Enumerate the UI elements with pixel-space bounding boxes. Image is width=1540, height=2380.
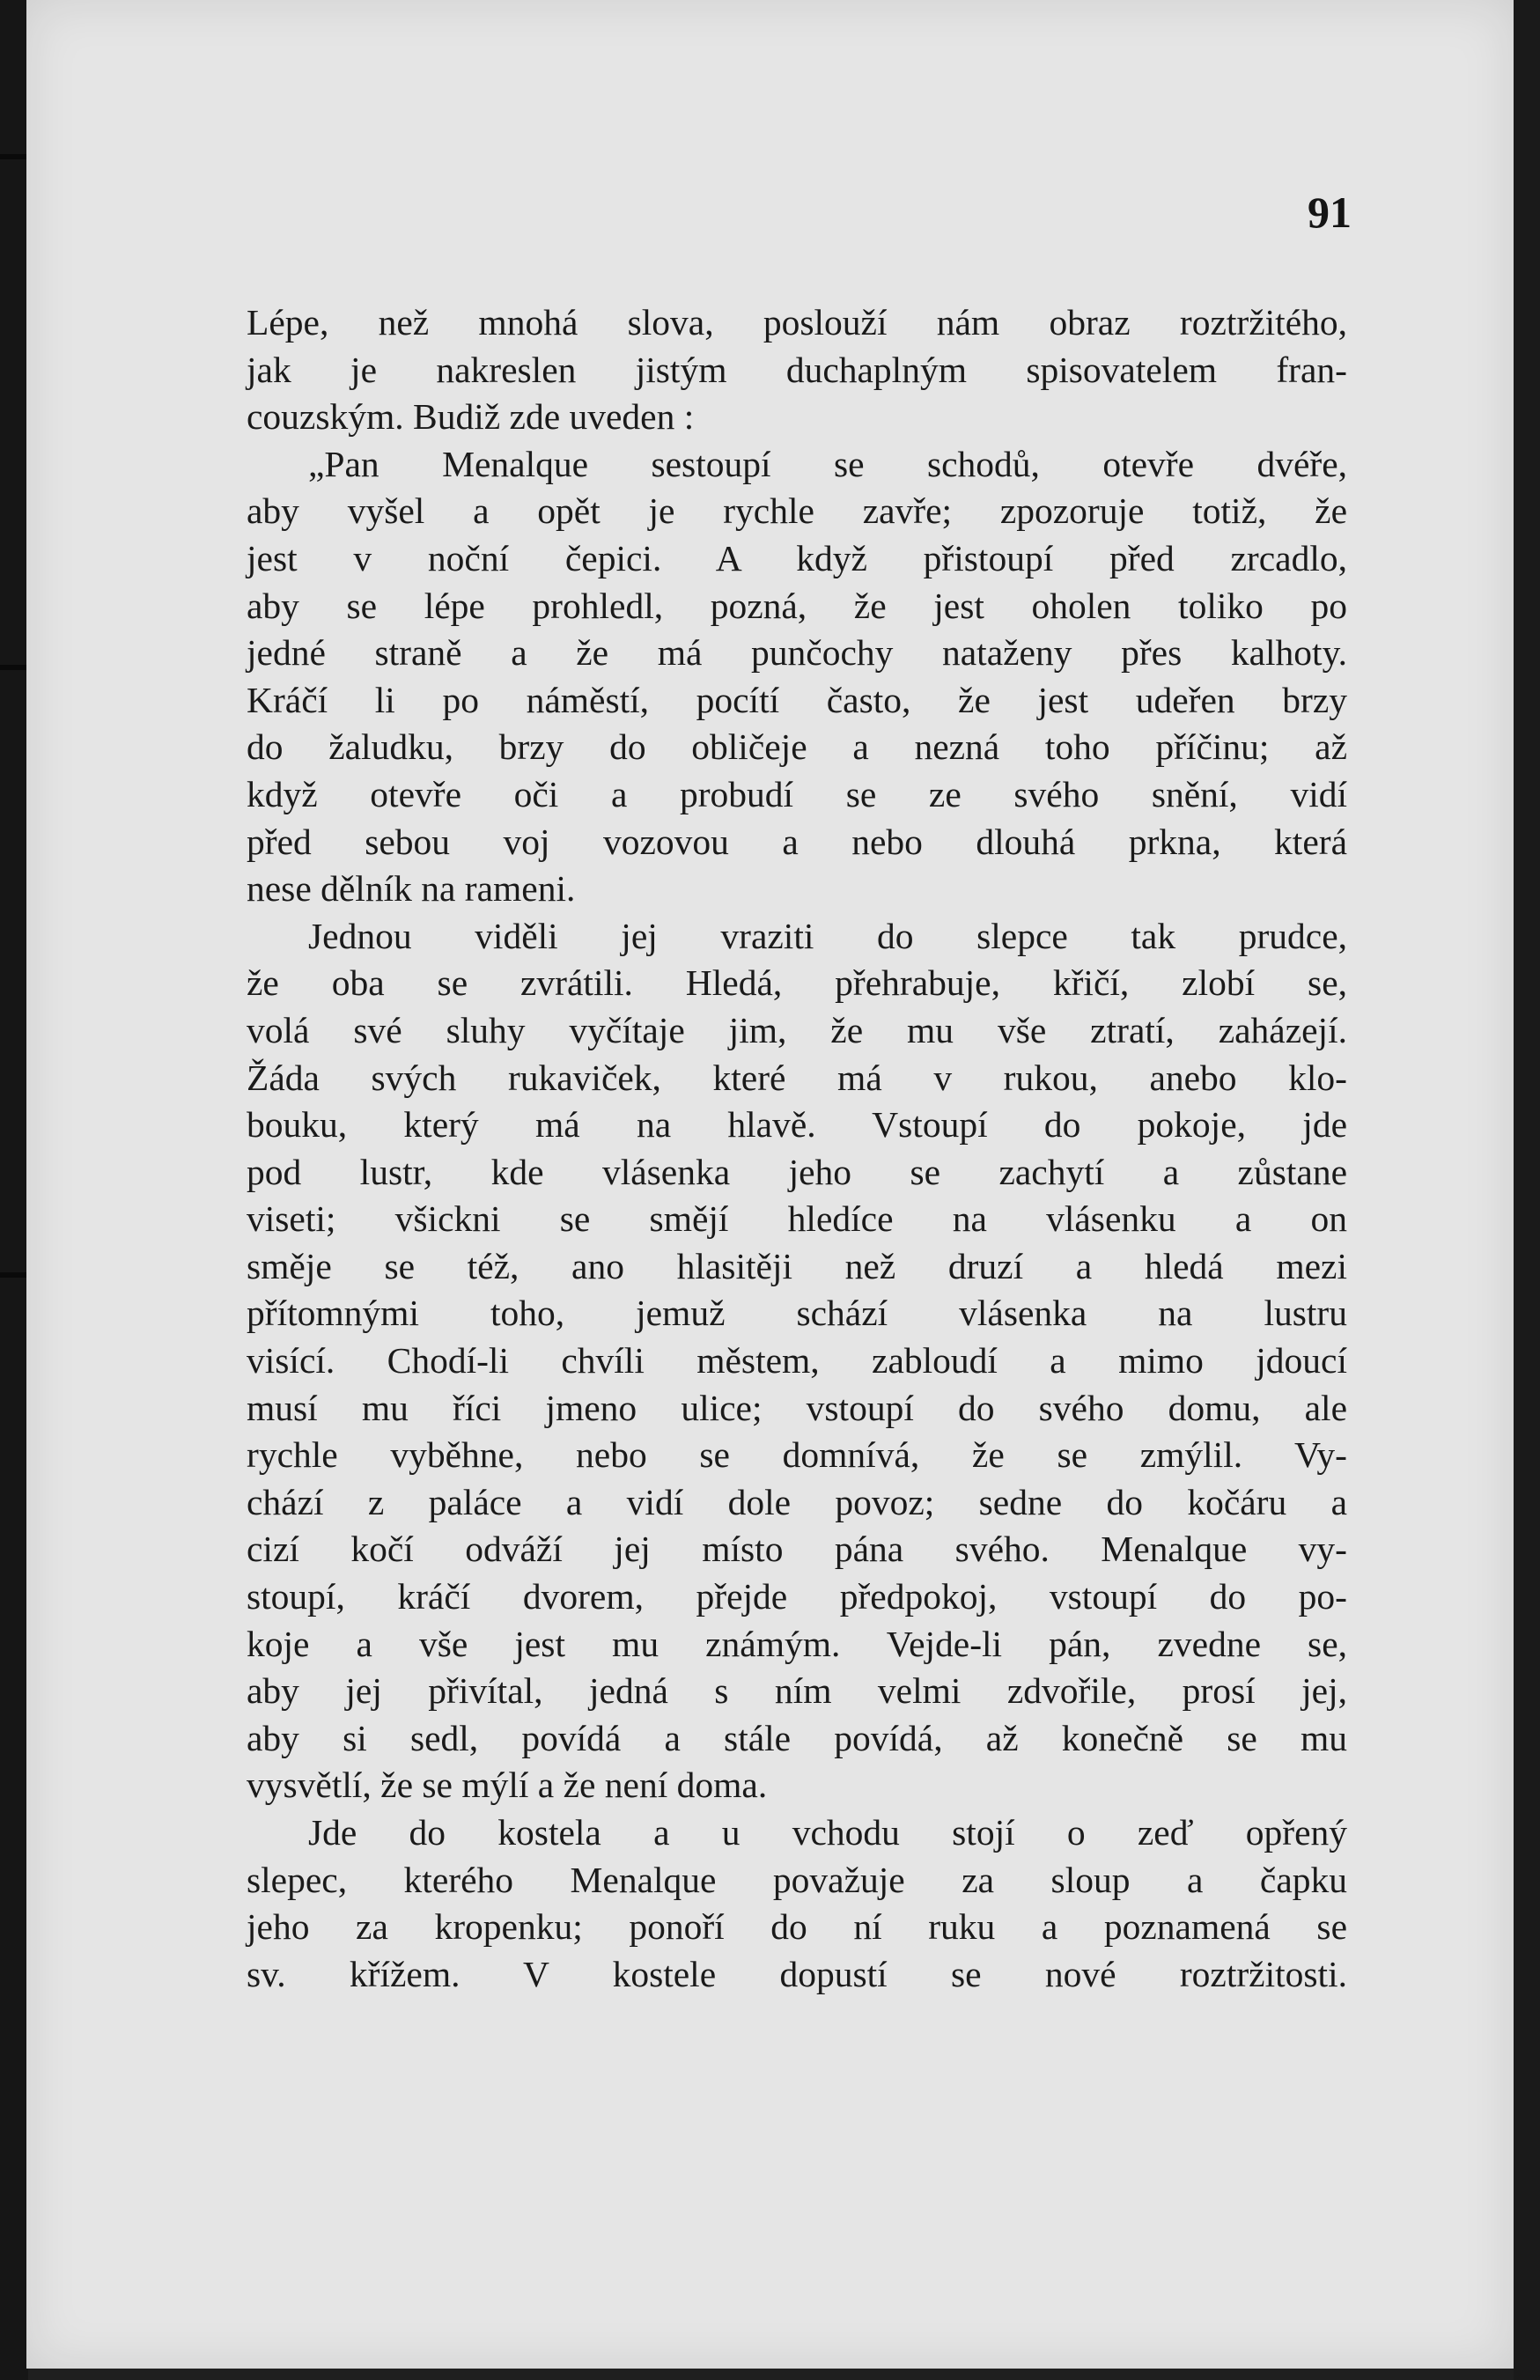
page-number: 91	[1308, 188, 1352, 237]
text-line: pod lustr, kde vlásenka jeho se zachytí a zůstane	[247, 1151, 1347, 1192]
text-line: viseti; všickni se smějí hledíce na vlásenku a on	[247, 1198, 1347, 1240]
text-line: nese dělník na rameni.	[247, 868, 576, 910]
text-line: aby jej přivítal, jedná s ním velmi zdvořile, prosí jej,	[247, 1670, 1347, 1712]
text-line: směje se též, ano hlasitěji než druzí a hledá mezi	[247, 1245, 1347, 1286]
text-line: volá své sluhy vyčítaje jim, že mu vše ztratí, zaházejí.	[247, 1009, 1347, 1050]
binding-mark	[0, 665, 30, 670]
text-line: jedné straně a že má punčochy nataženy přes kalhoty.	[247, 632, 1347, 674]
text-line: sv. křížem. V kostele dopustí se nové roztržitosti.	[247, 1953, 1347, 1994]
text-line: visící. Chodí-li chvíli městem, zabloudí a mimo jdoucí	[247, 1340, 1347, 1382]
text-line: „Pan Menalque sestoupí se schodů, otevře dvéře,	[308, 443, 1347, 484]
text-line: když otevře oči a probudí se ze svého snění, vidí	[247, 773, 1347, 814]
text-line: jest v noční čepici. A když přistoupí před zrcadlo,	[247, 537, 1347, 578]
text-line: před sebou voj vozovou a nebo dlouhá prkna, která	[247, 821, 1347, 862]
binding-mark	[0, 1272, 30, 1278]
scan-edge	[1514, 0, 1540, 2380]
text-line: Jednou viděli jej vraziti do slepce tak prudce,	[308, 915, 1347, 956]
text-line: do žaludku, brzy do obličeje a nezná toho příčinu; až	[247, 726, 1347, 768]
text-line: slepec, kterého Menalque považuje za sloup a čapku	[247, 1859, 1347, 1900]
text-line: aby vyšel a opět je rychle zavře; zpozoruje totiž, že	[247, 490, 1347, 532]
text-line: přítomnými toho, jemuž schází vlásenka na lustru	[247, 1293, 1347, 1334]
binding-edge	[0, 0, 28, 2380]
text-line: že oba se zvrátili. Hledá, přehrabuje, křičí, zlobí se,	[247, 962, 1347, 1004]
book-page	[26, 0, 1514, 2369]
text-line: aby se lépe prohledl, pozná, že jest oholen toliko po	[247, 585, 1347, 626]
text-line: Kráčí li po náměstí, pocítí často, že jest udeřen brzy	[247, 679, 1347, 720]
text-line: jak je nakreslen jistým duchaplným spisovatelem fran-	[247, 349, 1347, 390]
text-line: vysvětlí, že se mýlí a že není doma.	[247, 1765, 768, 1806]
text-line: Lépe, než mnohá slova, poslouží nám obraz roztržitého,	[247, 302, 1347, 343]
body-text	[247, 299, 1347, 1998]
text-line: Žáda svých rukaviček, které má v rukou, anebo klo-	[247, 1057, 1347, 1098]
text-line: koje a vše jest mu známým. Vejde-li pán, zvedne se,	[247, 1623, 1347, 1664]
text-line: bouku, který má na hlavě. Vstoupí do pokoje, jde	[247, 1104, 1347, 1146]
binding-mark	[0, 154, 30, 159]
text-line: aby si sedl, povídá a stále povídá, až konečně se mu	[247, 1717, 1347, 1758]
text-line: stoupí, kráčí dvorem, přejde předpokoj, vstoupí do po-	[247, 1576, 1347, 1617]
text-line: cizí kočí odváží jej místo pána svého. Menalque vy-	[247, 1529, 1347, 1570]
text-line: musí mu říci jmeno ulice; vstoupí do svého domu, ale	[247, 1387, 1347, 1428]
text-line: jeho za kropenku; ponoří do ní ruku a poznamená se	[247, 1906, 1347, 1948]
text-line: couzským. Budiž zde uveden :	[247, 396, 695, 438]
text-line: chází z paláce a vidí dole povoz; sedne do kočáru a	[247, 1481, 1347, 1522]
text-line: Jde do kostela a u vchodu stojí o zeď opřený	[308, 1812, 1347, 1853]
text-line: rychle vyběhne, nebo se domnívá, že se zmýlil. Vy-	[247, 1434, 1347, 1476]
